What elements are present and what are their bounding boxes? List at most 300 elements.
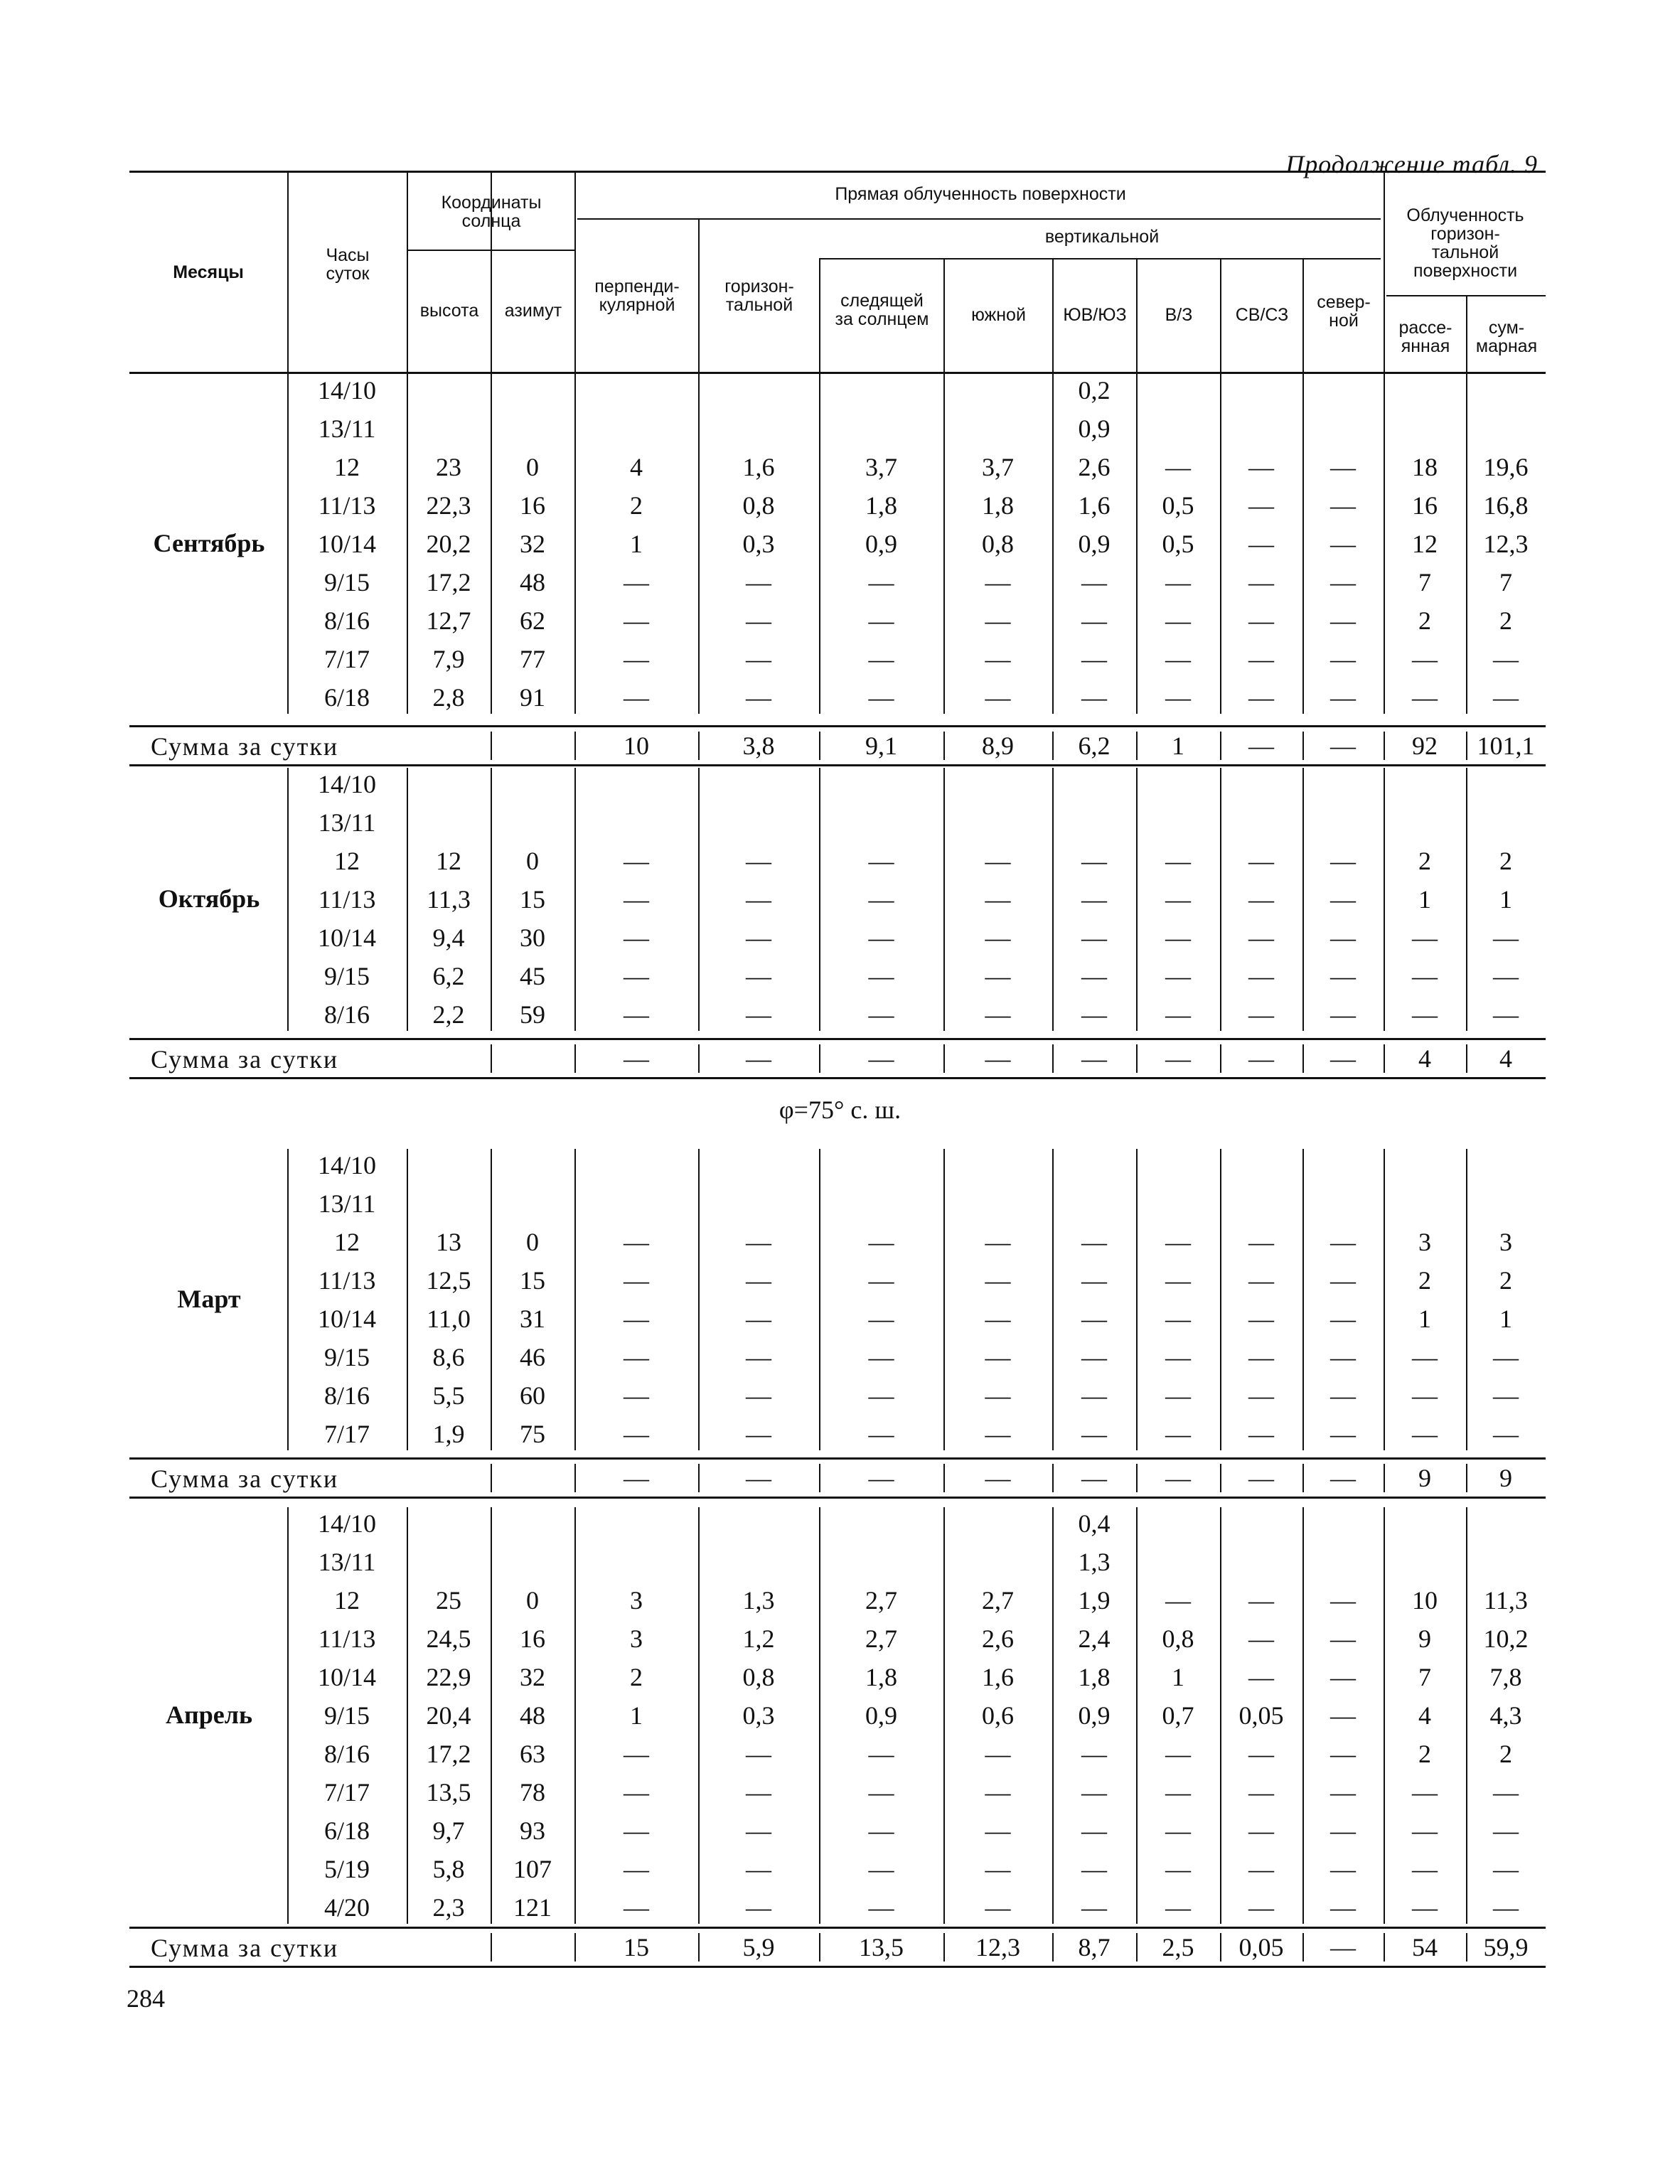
tracking-cell: — (868, 568, 894, 596)
hours-cell: 7/17 (323, 1420, 370, 1448)
header-south: южной (971, 305, 1026, 325)
horizontal-cell: — (746, 1778, 771, 1806)
azimuth-cell: 63 (520, 1740, 545, 1768)
ne-nw-cell (1220, 1504, 1302, 1543)
diffuse-cell: — (1412, 1000, 1438, 1029)
e-w-cell (1136, 803, 1220, 842)
north-cell: — (1330, 645, 1356, 673)
horizontal-cell: — (746, 1381, 771, 1410)
south-cell: — (985, 847, 1011, 875)
sum-ne-nw-cell: — (1248, 1044, 1274, 1073)
south-cell: — (985, 1228, 1011, 1256)
total-cell: — (1493, 1420, 1519, 1448)
height-cell: 5,5 (432, 1381, 465, 1410)
height-cell: 13 (436, 1228, 461, 1256)
height-cell: 1,9 (432, 1420, 465, 1448)
perpendicular-cell: — (624, 1816, 649, 1845)
diffuse-cell: — (1412, 962, 1438, 990)
header-diffuse-2: янная (1401, 336, 1450, 356)
azimuth-cell: 32 (520, 1663, 545, 1691)
height-cell (407, 1504, 491, 1543)
south-cell: — (985, 1266, 1011, 1295)
total-cell: 3 (1499, 1228, 1512, 1256)
sum-row (129, 1927, 1546, 1968)
se-sw-cell: 0,9 (1078, 530, 1111, 558)
sum-total-cell: 4 (1499, 1044, 1512, 1073)
sum-diffuse-cell: 54 (1412, 1933, 1438, 1961)
perpendicular-cell (574, 1504, 698, 1543)
se-sw-cell (1052, 1184, 1136, 1223)
perpendicular-cell: — (624, 924, 649, 952)
tracking-cell: 2,7 (865, 1586, 897, 1615)
azimuth-cell: 48 (520, 1701, 545, 1730)
e-w-cell: 0,5 (1162, 491, 1194, 520)
se-sw-cell: 0,4 (1078, 1509, 1111, 1538)
total-cell: 12,3 (1483, 530, 1529, 558)
ne-nw-cell (1220, 410, 1302, 448)
hours-cell: 9/15 (323, 1701, 370, 1730)
diffuse-cell: 2 (1418, 1740, 1431, 1768)
header-horiz-irr-1: Облученность (1406, 205, 1524, 225)
ne-nw-cell: — (1248, 847, 1274, 875)
header-months: Месяцы (173, 262, 244, 282)
sum-diffuse-cell: 92 (1412, 732, 1438, 760)
hours-cell: 14/10 (317, 376, 376, 405)
height-cell: 5,8 (432, 1855, 465, 1883)
horizontal-cell: — (746, 1420, 771, 1448)
horizontal-cell: 1,3 (742, 1586, 775, 1615)
south-cell: — (985, 645, 1011, 673)
tracking-cell: 1,8 (865, 1663, 897, 1691)
hours-cell: 14/10 (317, 1151, 376, 1179)
perpendicular-cell: 1 (630, 530, 643, 558)
header-total-1: сум- (1488, 318, 1525, 338)
sum-north-cell: — (1330, 732, 1356, 760)
e-w-cell: 1 (1172, 1663, 1184, 1691)
horizontal-cell (698, 410, 819, 448)
se-sw-cell (1052, 765, 1136, 803)
hours-cell: 13/11 (318, 808, 376, 837)
azimuth-cell: 78 (520, 1778, 545, 1806)
north-cell (1302, 803, 1384, 842)
e-w-cell: — (1165, 1420, 1191, 1448)
ne-nw-cell (1220, 1543, 1302, 1581)
e-w-cell: 0,7 (1162, 1701, 1194, 1730)
perpendicular-cell (574, 1146, 698, 1184)
sum-diffuse-cell: 4 (1418, 1044, 1431, 1073)
horizontal-cell: — (746, 924, 771, 952)
sum-tracking-cell: 13,5 (859, 1933, 904, 1961)
total-cell: — (1493, 645, 1519, 673)
horizontal-cell: — (746, 1740, 771, 1768)
e-w-cell: — (1165, 1000, 1191, 1029)
se-sw-cell (1052, 1146, 1136, 1184)
perpendicular-cell (574, 1543, 698, 1581)
tracking-cell: 3,7 (865, 453, 897, 481)
e-w-cell (1136, 1543, 1220, 1581)
month-label: Апрель (166, 1701, 252, 1729)
hours-cell: 7/17 (323, 645, 370, 673)
e-w-cell: — (1165, 1381, 1191, 1410)
diffuse-cell: — (1412, 645, 1438, 673)
tracking-cell: — (868, 645, 894, 673)
north-cell: — (1330, 1000, 1356, 1029)
north-cell: — (1330, 1778, 1356, 1806)
hours-cell: 6/18 (323, 683, 370, 712)
total-cell: — (1493, 1816, 1519, 1845)
se-sw-cell: 1,8 (1078, 1663, 1111, 1691)
month-block (129, 371, 1546, 717)
sum-perpendicular-cell: 10 (624, 732, 649, 760)
perpendicular-cell (574, 371, 698, 410)
ne-nw-cell: — (1248, 1855, 1274, 1883)
north-cell (1302, 410, 1384, 448)
height-cell: 23 (436, 453, 461, 481)
north-cell (1302, 1146, 1384, 1184)
perpendicular-cell: — (624, 1305, 649, 1333)
ne-nw-cell: — (1248, 1343, 1274, 1371)
tracking-cell: 0,9 (865, 530, 897, 558)
e-w-cell (1136, 1504, 1220, 1543)
tracking-cell: 2,7 (865, 1624, 897, 1653)
total-cell: 1 (1499, 885, 1512, 914)
north-cell (1302, 371, 1384, 410)
e-w-cell: — (1165, 606, 1191, 635)
e-w-cell: 0,8 (1162, 1624, 1194, 1653)
ne-nw-cell: — (1248, 1740, 1274, 1768)
total-cell: 2 (1499, 847, 1512, 875)
se-sw-cell: — (1081, 1228, 1107, 1256)
tracking-cell (819, 1146, 943, 1184)
ne-nw-cell: — (1248, 491, 1274, 520)
hours-cell: 14/10 (317, 770, 376, 798)
perpendicular-cell: — (624, 683, 649, 712)
se-sw-cell: — (1081, 606, 1107, 635)
sum-horizontal-cell: 3,8 (742, 732, 775, 760)
height-cell (407, 1146, 491, 1184)
height-cell: 22,9 (426, 1663, 471, 1691)
tracking-cell (819, 410, 943, 448)
hours-cell: 11/13 (318, 885, 376, 914)
diffuse-cell (1384, 1543, 1466, 1581)
ne-nw-cell: — (1248, 1381, 1274, 1410)
sum-tracking-cell: 9,1 (865, 732, 897, 760)
sum-total-cell: 101,1 (1477, 732, 1535, 760)
ne-nw-cell: — (1248, 1893, 1274, 1922)
total-cell: — (1493, 924, 1519, 952)
azimuth-cell: 59 (520, 1000, 545, 1029)
north-cell (1302, 765, 1384, 803)
horizontal-cell: — (746, 1228, 771, 1256)
azimuth-cell (491, 1146, 574, 1184)
ne-nw-cell: — (1248, 606, 1274, 635)
horizontal-cell: 0,3 (742, 530, 775, 558)
total-cell: — (1493, 1893, 1519, 1922)
north-cell (1302, 1184, 1384, 1223)
se-sw-cell: — (1081, 645, 1107, 673)
table-header (129, 171, 1546, 374)
se-sw-cell: — (1081, 1816, 1107, 1845)
ne-nw-cell: — (1248, 645, 1274, 673)
total-cell (1466, 371, 1546, 410)
south-cell (943, 410, 1052, 448)
south-cell: — (985, 1855, 1011, 1883)
header-horiz-irr-4: поверхности (1413, 261, 1518, 281)
hours-cell: 12 (334, 1586, 360, 1615)
e-w-cell: — (1165, 1893, 1191, 1922)
north-cell: — (1330, 924, 1356, 952)
total-cell (1466, 1504, 1546, 1543)
tracking-cell: — (868, 1343, 894, 1371)
height-cell: 17,2 (426, 568, 471, 596)
total-cell: 11,3 (1484, 1586, 1528, 1615)
diffuse-cell: 18 (1412, 453, 1438, 481)
south-cell: 0,8 (982, 530, 1014, 558)
sum-ne-nw-cell: — (1248, 1464, 1274, 1492)
north-cell: — (1330, 1381, 1356, 1410)
e-w-cell (1136, 1146, 1220, 1184)
tracking-cell: — (868, 1381, 894, 1410)
ne-nw-cell: — (1248, 1663, 1274, 1691)
total-cell: 2 (1499, 1740, 1512, 1768)
header-total-2: марная (1475, 336, 1538, 356)
header-perpendicular-2: кулярной (599, 295, 675, 315)
se-sw-cell: — (1081, 1740, 1107, 1768)
south-cell: — (985, 1740, 1011, 1768)
se-sw-cell: 0,9 (1078, 414, 1111, 443)
e-w-cell (1136, 1184, 1220, 1223)
height-cell (407, 1184, 491, 1223)
month-label: Октябрь (158, 884, 260, 913)
azimuth-cell: 91 (520, 683, 545, 712)
perpendicular-cell: 1 (630, 1701, 643, 1730)
tracking-cell: — (868, 962, 894, 990)
south-cell (943, 1504, 1052, 1543)
sum-south-cell: — (985, 1464, 1011, 1492)
south-cell: 1,6 (982, 1663, 1014, 1691)
se-sw-cell: 1,3 (1078, 1548, 1111, 1576)
diffuse-cell: — (1412, 1816, 1438, 1845)
total-cell: — (1493, 962, 1519, 990)
perpendicular-cell (574, 765, 698, 803)
header-ne-nw: СВ/СЗ (1235, 305, 1289, 325)
diffuse-cell: 2 (1418, 847, 1431, 875)
sum-south-cell: 12,3 (975, 1933, 1020, 1961)
ne-nw-cell: — (1248, 1266, 1274, 1295)
azimuth-cell: 45 (520, 962, 545, 990)
perpendicular-cell: 3 (630, 1624, 643, 1653)
north-cell: — (1330, 1816, 1356, 1845)
sum-e-w-cell: 2,5 (1162, 1933, 1194, 1961)
south-cell: — (985, 962, 1011, 990)
total-cell (1466, 1543, 1546, 1581)
height-cell: 2,8 (432, 683, 465, 712)
se-sw-cell: — (1081, 1778, 1107, 1806)
horizontal-cell: — (746, 1000, 771, 1029)
ne-nw-cell: — (1248, 885, 1274, 914)
azimuth-cell: 93 (520, 1816, 545, 1845)
se-sw-cell: 2,4 (1078, 1624, 1111, 1653)
height-cell: 11,3 (427, 885, 471, 914)
sum-horizontal-cell: — (746, 1044, 771, 1073)
north-cell: — (1330, 1343, 1356, 1371)
azimuth-cell: 107 (513, 1855, 552, 1883)
e-w-cell: — (1165, 962, 1191, 990)
header-north-1: север- (1317, 292, 1371, 312)
horizontal-cell: — (746, 1266, 771, 1295)
south-cell (943, 1543, 1052, 1581)
header-vertical: вертикальной (1044, 227, 1160, 247)
se-sw-cell: — (1081, 1343, 1107, 1371)
header-hours-1: Часы (326, 245, 370, 265)
hours-cell: 10/14 (317, 1305, 376, 1333)
header-e-w: В/З (1165, 305, 1193, 325)
perpendicular-cell (574, 803, 698, 842)
tracking-cell: — (868, 847, 894, 875)
south-cell (943, 803, 1052, 842)
total-cell: 7,8 (1489, 1663, 1522, 1691)
month-block (129, 1146, 1546, 1453)
south-cell: 2,7 (982, 1586, 1014, 1615)
sum-se-sw-cell: — (1081, 1044, 1107, 1073)
sum-se-sw-cell: — (1081, 1464, 1107, 1492)
diffuse-cell (1384, 803, 1466, 842)
sum-ne-nw-cell: 0,05 (1238, 1933, 1284, 1961)
ne-nw-cell (1220, 371, 1302, 410)
perpendicular-cell: — (624, 1000, 649, 1029)
horizontal-cell: — (746, 1816, 771, 1845)
azimuth-cell: 16 (520, 491, 545, 520)
ne-nw-cell: — (1248, 1420, 1274, 1448)
perpendicular-cell: 4 (630, 453, 643, 481)
azimuth-cell: 31 (520, 1305, 545, 1333)
south-cell: 0,6 (982, 1701, 1014, 1730)
horizontal-cell (698, 1504, 819, 1543)
diffuse-cell: 2 (1418, 606, 1431, 635)
diffuse-cell: 3 (1418, 1228, 1431, 1256)
sum-north-cell: — (1330, 1933, 1356, 1961)
azimuth-cell: 75 (520, 1420, 545, 1448)
tracking-cell: — (868, 1893, 894, 1922)
north-cell: — (1330, 885, 1356, 914)
perpendicular-cell (574, 410, 698, 448)
horizontal-cell: — (746, 962, 771, 990)
se-sw-cell: — (1081, 1266, 1107, 1295)
horizontal-cell: — (746, 847, 771, 875)
sum-row (129, 725, 1546, 766)
horizontal-cell: — (746, 1305, 771, 1333)
header-horiz-irr-3: тальной (1431, 242, 1499, 262)
month-label: Март (177, 1285, 241, 1313)
height-cell: 24,5 (426, 1624, 471, 1653)
height-cell: 12,7 (426, 606, 471, 635)
header-se-sw: ЮВ/ЮЗ (1063, 305, 1127, 325)
sum-label: Сумма за сутки (151, 1045, 339, 1074)
sum-tracking-cell: — (868, 1044, 894, 1073)
hours-cell: 6/18 (323, 1816, 370, 1845)
ne-nw-cell: — (1248, 1305, 1274, 1333)
perpendicular-cell: — (624, 568, 649, 596)
south-cell: — (985, 1381, 1011, 1410)
total-cell (1466, 765, 1546, 803)
sum-label: Сумма за сутки (151, 1934, 339, 1962)
sum-north-cell: — (1330, 1044, 1356, 1073)
total-cell: 16,8 (1483, 491, 1529, 520)
se-sw-cell: — (1081, 1000, 1107, 1029)
azimuth-cell: 77 (520, 645, 545, 673)
hours-cell: 8/16 (323, 606, 370, 635)
se-sw-cell: — (1081, 683, 1107, 712)
tracking-cell: — (868, 1855, 894, 1883)
se-sw-cell: 1,9 (1078, 1586, 1111, 1615)
tracking-cell: — (868, 1740, 894, 1768)
hours-cell: 10/14 (317, 924, 376, 952)
hours-cell: 10/14 (317, 1663, 376, 1691)
sum-total-cell: 59,9 (1483, 1933, 1529, 1961)
north-cell: — (1330, 683, 1356, 712)
azimuth-cell: 30 (520, 924, 545, 952)
header-tracking-2: за солнцем (835, 309, 929, 329)
total-cell: — (1493, 1000, 1519, 1029)
azimuth-cell (491, 803, 574, 842)
horizontal-cell: — (746, 606, 771, 635)
horizontal-cell (698, 765, 819, 803)
tracking-cell: 1,8 (865, 491, 897, 520)
tracking-cell: — (868, 1816, 894, 1845)
ne-nw-cell: — (1248, 530, 1274, 558)
horizontal-cell (698, 1543, 819, 1581)
horizontal-cell: 1,6 (742, 453, 775, 481)
e-w-cell: — (1165, 568, 1191, 596)
sum-horizontal-cell: 5,9 (742, 1933, 775, 1961)
ne-nw-cell: — (1248, 453, 1274, 481)
north-cell: — (1330, 1663, 1356, 1691)
height-cell: 9,4 (432, 924, 465, 952)
continuation-title: Продолжение табл. 9 (1285, 150, 1538, 178)
se-sw-cell: — (1081, 1893, 1107, 1922)
tracking-cell: — (868, 1420, 894, 1448)
diffuse-cell (1384, 410, 1466, 448)
north-cell: — (1330, 1893, 1356, 1922)
tracking-cell: — (868, 924, 894, 952)
south-cell (943, 1146, 1052, 1184)
azimuth-cell: 16 (520, 1624, 545, 1653)
height-cell: 8,6 (432, 1343, 465, 1371)
diffuse-cell: — (1412, 1420, 1438, 1448)
total-cell (1466, 803, 1546, 842)
hours-cell: 13/11 (318, 1189, 376, 1218)
se-sw-cell: 0,9 (1078, 1701, 1111, 1730)
height-cell: 7,9 (432, 645, 465, 673)
e-w-cell: — (1165, 1778, 1191, 1806)
north-cell: — (1330, 1228, 1356, 1256)
sum-se-sw-cell: 6,2 (1078, 732, 1111, 760)
azimuth-cell (491, 765, 574, 803)
perpendicular-cell: — (624, 1343, 649, 1371)
height-cell: 25 (436, 1586, 461, 1615)
azimuth-cell: 62 (520, 606, 545, 635)
azimuth-cell: 0 (526, 847, 539, 875)
diffuse-cell: 4 (1418, 1701, 1431, 1730)
ne-nw-cell: — (1248, 1624, 1274, 1653)
ne-nw-cell (1220, 1184, 1302, 1223)
south-cell: — (985, 1420, 1011, 1448)
south-cell (943, 1184, 1052, 1223)
azimuth-cell (491, 1543, 574, 1581)
tracking-cell: — (868, 606, 894, 635)
tracking-cell (819, 1184, 943, 1223)
horizontal-cell: 0,3 (742, 1701, 775, 1730)
